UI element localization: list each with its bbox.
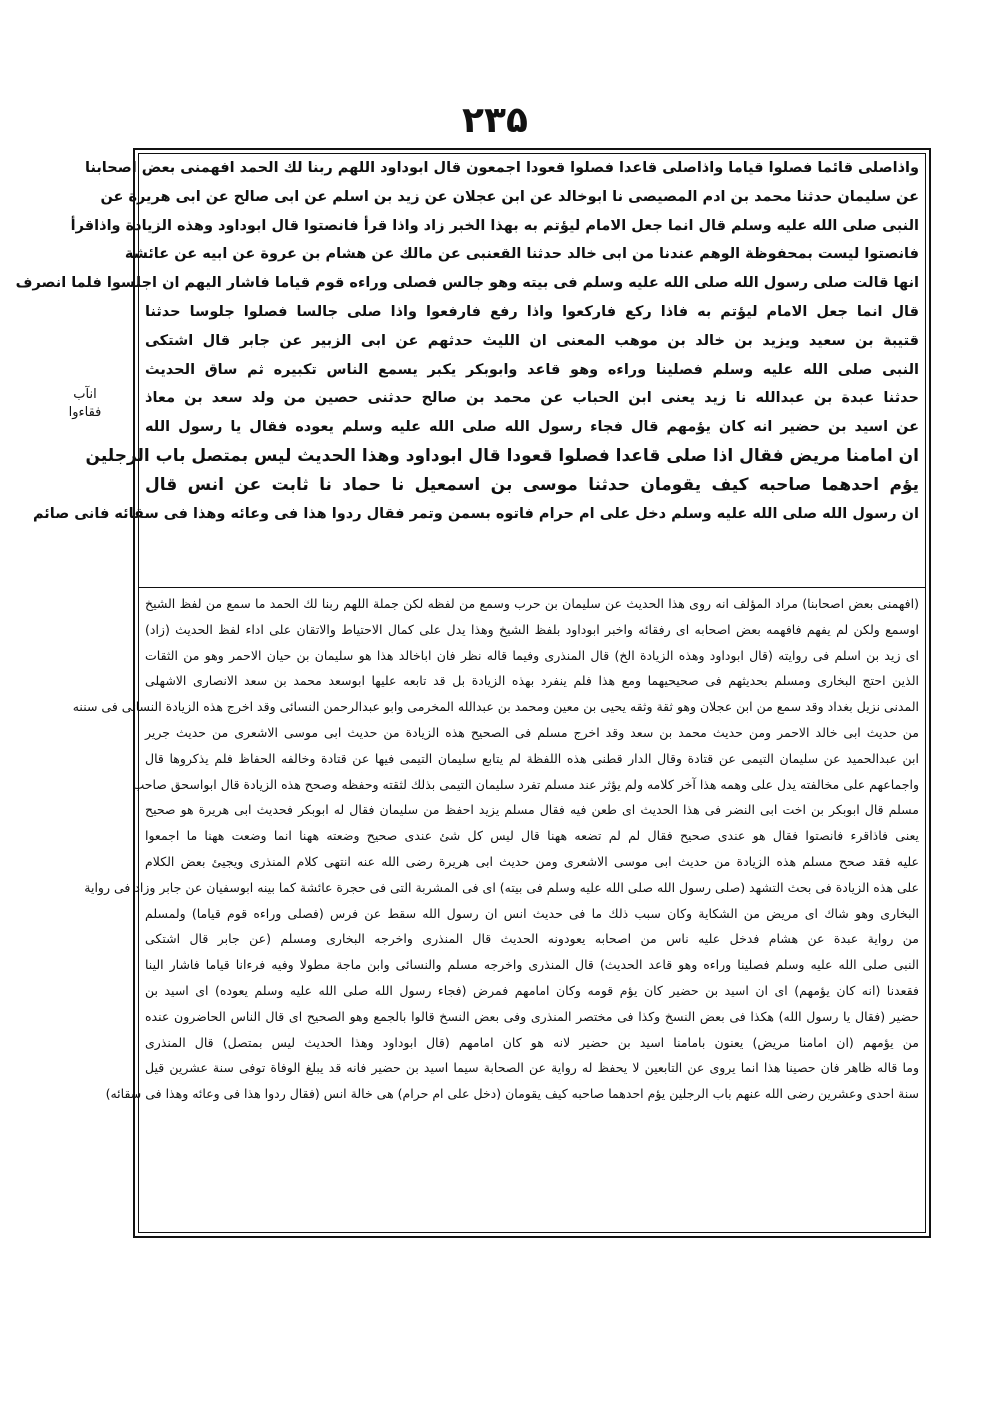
commentary-line: من حدیث ابی خالد الاحمر ومن حدیث محمد بن سعد وقد اخرج مسلم فی الصحیح هذه الزیادة من حدیث ابی موسی الاشعری من حدیث جریر — [145, 724, 919, 740]
page-number: ۲۳۵ — [462, 100, 528, 141]
commentary-line: حضیر (فقال یا رسول الله) هکذا فی بعض النسخ وکذا فی مختصر المنذری وفی بعض النسخ قالوا بالجمع وهو الصحیح ای قال الناس الحاضرون عنده — [145, 1008, 919, 1024]
main-text-line: ان امامنا مریض فقال اذا صلی قاعدا فصلوا قعودا قال ابوداود وهذا الحدیث لیس بمتصل باب الرجلین — [85, 445, 919, 466]
margin-note — [50, 386, 120, 422]
commentary-line: الذین احتج البخاری ومسلم بحدیثهم فی صحیحیهما ومع هذا فلم ینفرد بهذه الزیادة بل قد تابعه علیها ابوسعد محمد بن سعد الانصاری الاشهلی — [145, 673, 919, 689]
margin-note-line: انآب — [73, 387, 97, 402]
commentary-line: واجماعهم علی مخالفته یدل علی وهمه هذا آخر کلامه ولم یؤثر عند مسلم تفرد سلیمان التیمی بذلك لثقته وحفظه وصحح هذه الزیادة قال ابواسحق صاحب — [132, 776, 919, 792]
main-text-line: النبی صلی الله علیه وسلم فصلینا وراءه وهو قاعد وابوبکر یکبر یسمع الناس تکبیره ثم ساق الحدیث — [145, 361, 919, 378]
section-divider — [139, 587, 925, 588]
commentary-line: البخاری وهو شاك ای مریض من الشکایة وکان سبب ذلك ما فی حدیث انس ان رسول الله سقط عن فرس (فصلی وراءه قوم قیاما) ولمسلم — [145, 905, 919, 921]
commentary-line: سنة احدی وعشرین رضی الله عنهم باب الرجلین یؤم احدهما صاحبه کیف یقومان (دخل علی ام حرام) هی خالة انس (فقال ردوا هذا فی وعائه وهذا فی سقائه) — [105, 1086, 919, 1102]
commentary-line: المدنی نزیل بغداد وقد سمع من ابن عجلان وهو ثقة وثقه یحیی بن معین ومحمد بن عبدالله المخرمی وابو عبدالرحمن النسائی وقد اخرج هذه الزیادة النسائی فی سننه — [72, 699, 919, 715]
commentary-line: یعنی فاذاقرء فانصتوا فقال هو عندی صحیح فقال لم لم تضعه ههنا قال لیس کل شئ عندی صحیح وضعته ههنا انما وضعت ههنا ما اجمعوا — [145, 828, 919, 844]
main-text-line: انها قالت صلی رسول الله صلی الله علیه وسلم فی بیته وهو جالس فصلی وراءه قوم قیاما فاشار الیهم ان اجلسوا فلما انصرف — [15, 275, 919, 292]
main-text-line: یؤم احدهما صاحبه کیف یقومان حدثنا موسی بن اسمعیل نا حماد نا ثابت عن انس قال — [145, 474, 919, 495]
commentary-line: ابن عبدالحمید عن سلیمان التیمی عن قتادة وقال الدار قطنی هذه اللفظة لم یتابع سلیمان التیمی فیها عن قتادة وخالفه الحفاظ فلم یذکروها قال — [145, 750, 919, 766]
commentary-line: (افهمنی بعض اصحابنا) مراد المؤلف انه روی هذا الحدیث عن سلیمان بن حرب وسمع من لفظه لکن جملة اللهم ربنا لك الحمد ما سمع من لفظ الشیخ — [145, 596, 919, 611]
main-text-line: النبی صلی الله علیه وسلم قال انما جعل الامام لیؤتم به بهذا الخبر زاد واذا قرأ فانصتوا قال ابوداود وهذه الزیادة واذاقرأ — [70, 217, 919, 234]
commentary-line: النبی صلی الله علیه وسلم فصلینا وراءه وهو قاعد الحدیث) قال المنذری واخرجه مسلم والنسائی وابن ماجة مطولا وفیه فرءانا قیاما فاشار الینا — [145, 957, 919, 973]
commentary-line: من روایة عبدة عن هشام فدخل علیه ناس من اصحابه یعودونه الحدیث قال المنذری واخرجه البخاری ومسلم (عن جابر قال اشتکی — [145, 931, 919, 947]
commentary-line: من یؤمهم (ان امامنا مریض) یعنون بامامنا اسید بن حضیر لانه هو کان امامهم (قال ابوداود وهذا الحدیث لیس بمتصل) قال المنذری — [145, 1034, 919, 1050]
commentary-line: اوسمع ولکن لم یفهم فافهمه بعض اصحابه ای رفقائه واخبر ابوداود بلفظ الشیخ وهذا یدل علی کمال الاحتیاط والاتقان علی اداء لفظ الحدیث (زاد) — [145, 621, 919, 637]
main-text-line: فانصتوا لیست بمحفوظة الوهم عندنا من ابی خالد حدثنا القعنبی عن مالك عن هشام بن عروة عن ابیه عن عائشة — [124, 246, 919, 263]
main-text-line: قتیبة بن سعید ویزید بن خالد بن موهب المعنی ان اللیث حدثهم عن ابی الزبیر عن جابر قال اشتکی — [145, 332, 919, 349]
main-text-line: عن اسید بن حضیر انه کان یؤمهم قال فجاء رسول الله صلی الله علیه وسلم یعوده فقال یا رسول الله — [145, 419, 919, 436]
margin-note-line: فقاءوا — [68, 405, 102, 420]
commentary-text — [72, 591, 925, 1232]
commentary-line: ای زید بن اسلم فی روایته (قال ابوداود وهذه الزیادة الخ) قال المنذری وفیما قاله نظر فان اباخالد هذا هو سلیمان بن حیان الاحمر وهو من الثقات — [145, 647, 919, 663]
commentary-line: مسلم قال ابوبکر بن اخت ابی النضر فی هذا الحدیث ای طعن فیه فقال مسلم یزید احفظ من سلیمان فقال له ابوبکر فحدیث ابی هریرة هو صحیح — [145, 802, 919, 818]
commentary-line: علیه فقد صحح مسلم هذه الزیادة من حدیث ابی موسی الاشعری ومن حدیث ابی هریرة رضی الله عنه انتهی کلام المنذری ویجیئ بعض الکلام — [145, 853, 919, 869]
commentary-line: وما قاله ظاهر فان حصینا هذا انما یروی عن التابعین لا یحفظ له روایة عن الصحابة سیما اسید بن حضیر فانه قد یبلغ الوفاة توفی سنة عشرین قیل — [145, 1060, 919, 1076]
main-text-line: عن سلیمان حدثنا محمد بن ادم المصیصی نا ابوخالد عن ابن عجلان عن زید بن اسلم عن ابی صالح عن ابی هریرة عن — [100, 188, 919, 205]
commentary-line: علی هذه الزیادة فی بحث التشهد (صلی رسول الله صلی الله علیه وسلم فی بیته) ای فی المشربة التی فی حجرة عائشة کما بینه ابوسفیان عن جابر وزاد فی روایة — [84, 879, 919, 895]
main-text-line: ان رسول الله صلی الله علیه وسلم دخل علی ام حرام فاتوه بسمن وتمر فقال ردوا هذا فی وعائه وهذا فی سقائه فانی صائم — [32, 505, 919, 522]
main-text-line: واذاصلی قائما فصلوا قیاما واذاصلی قاعدا فصلوا قعودا اجمعون قال ابوداود اللهم ربنا لك الحمد افهمنی بعض اصحابنا — [85, 160, 919, 176]
main-text-line: حدثنا عبدة بن عبدالله نا زید یعنی ابن الحباب عن محمد بن صالح حدثنی حصین من ولد سعد بن معاذ — [145, 390, 919, 407]
commentary-line: فقعدنا (انه کان یؤمهم) ای ان اسید بن حضیر کان یؤم قومه وکان امامهم فمرض (فجاء رسول الله صلی الله علیه وسلم یعوده) ای اسید بن — [145, 982, 919, 998]
main-text-line: قال انما جعل الامام لیؤتم به فاذا رکع فارکعوا واذا رفع فارفعوا واذا صلی جالسا فصلوا جلوسا حدثنا — [145, 303, 919, 320]
